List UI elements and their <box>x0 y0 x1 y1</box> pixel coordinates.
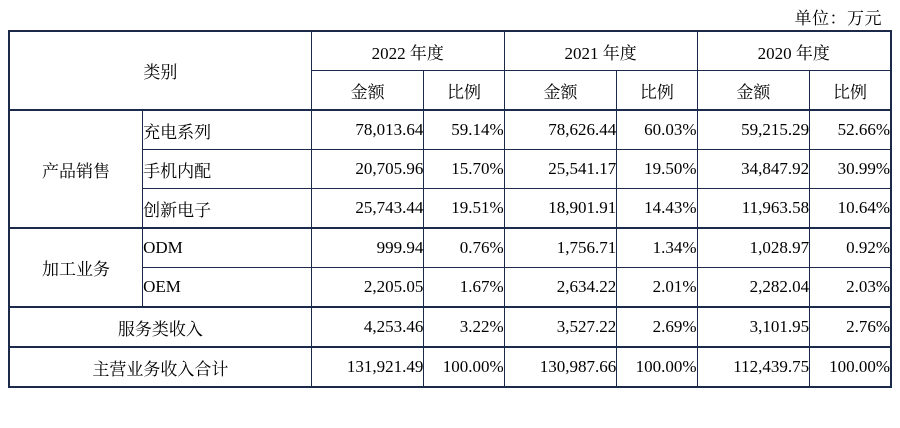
cell-ratio-2021: 19.50% <box>617 150 697 189</box>
header-year-2020: 2020 年度 <box>697 32 890 71</box>
unit-note: 单位：万元 <box>794 9 882 28</box>
row-label-service-revenue: 服务类收入 <box>10 307 311 347</box>
cell-amount-2022: 25,743.44 <box>311 189 424 229</box>
cell-amount-2020: 2,282.04 <box>697 268 810 308</box>
cell-amount-2021: 2,634.22 <box>504 268 617 308</box>
header-amount-2021: 金额 <box>504 71 617 111</box>
cell-amount-2021: 130,987.66 <box>504 347 617 386</box>
cell-amount-2021: 25,541.17 <box>504 150 617 189</box>
row-label-oem: OEM <box>143 268 312 308</box>
cell-amount-2020: 34,847.92 <box>697 150 810 189</box>
row-label-charging-series: 充电系列 <box>143 110 312 150</box>
cell-amount-2021: 3,527.22 <box>504 307 617 347</box>
cell-ratio-2022: 19.51% <box>424 189 504 229</box>
cell-ratio-2020: 30.99% <box>810 150 890 189</box>
cell-amount-2022: 4,253.46 <box>311 307 424 347</box>
cell-amount-2022: 999.94 <box>311 228 424 268</box>
cell-ratio-2022: 1.67% <box>424 268 504 308</box>
header-ratio-2022: 比例 <box>424 71 504 111</box>
row-label-innovative-electronics: 创新电子 <box>143 189 312 229</box>
cell-amount-2020: 3,101.95 <box>697 307 810 347</box>
cell-ratio-2020: 10.64% <box>810 189 890 229</box>
cell-amount-2021: 1,756.71 <box>504 228 617 268</box>
table-header-row-years <box>10 32 890 71</box>
row-label-total-main-business-revenue: 主营业务收入合计 <box>10 347 311 386</box>
header-year-2021: 2021 年度 <box>504 32 697 71</box>
cell-ratio-2021: 60.03% <box>617 110 697 150</box>
table-total-row <box>10 347 890 386</box>
table-row <box>10 189 890 229</box>
table-row <box>10 150 890 189</box>
cell-amount-2022: 20,705.96 <box>311 150 424 189</box>
cell-amount-2020: 11,963.58 <box>697 189 810 229</box>
cell-ratio-2020: 2.76% <box>810 307 890 347</box>
cell-ratio-2022: 0.76% <box>424 228 504 268</box>
cell-ratio-2021: 1.34% <box>617 228 697 268</box>
header-ratio-2020: 比例 <box>810 71 890 111</box>
table-row <box>10 268 890 308</box>
cell-amount-2020: 112,439.75 <box>697 347 810 386</box>
header-ratio-2021: 比例 <box>617 71 697 111</box>
cell-amount-2022: 78,013.64 <box>311 110 424 150</box>
revenue-breakdown-table <box>10 32 890 386</box>
header-year-2022: 2022 年度 <box>311 32 504 71</box>
cell-ratio-2020: 2.03% <box>810 268 890 308</box>
cell-ratio-2022: 3.22% <box>424 307 504 347</box>
cell-amount-2022: 131,921.49 <box>311 347 424 386</box>
cell-ratio-2022: 15.70% <box>424 150 504 189</box>
header-amount-2020: 金额 <box>697 71 810 111</box>
cell-ratio-2022: 59.14% <box>424 110 504 150</box>
header-category-label: 类别 <box>10 32 311 110</box>
group-label-product-sales: 产品销售 <box>10 110 143 228</box>
cell-amount-2022: 2,205.05 <box>311 268 424 308</box>
cell-ratio-2021: 2.01% <box>617 268 697 308</box>
cell-ratio-2020: 100.00% <box>810 347 890 386</box>
row-label-odm: ODM <box>143 228 312 268</box>
table-row <box>10 110 890 150</box>
cell-ratio-2021: 100.00% <box>617 347 697 386</box>
table-row <box>10 307 890 347</box>
row-label-phone-accessories: 手机内配 <box>143 150 312 189</box>
cell-amount-2020: 1,028.97 <box>697 228 810 268</box>
cell-ratio-2020: 52.66% <box>810 110 890 150</box>
cell-amount-2020: 59,215.29 <box>697 110 810 150</box>
header-amount-2022: 金额 <box>311 71 424 111</box>
cell-amount-2021: 18,901.91 <box>504 189 617 229</box>
table-row <box>10 228 890 268</box>
cell-ratio-2021: 2.69% <box>617 307 697 347</box>
cell-ratio-2020: 0.92% <box>810 228 890 268</box>
cell-amount-2021: 78,626.44 <box>504 110 617 150</box>
revenue-breakdown-table-wrapper <box>8 30 892 388</box>
group-label-processing-business: 加工业务 <box>10 228 143 307</box>
cell-ratio-2021: 14.43% <box>617 189 697 229</box>
cell-ratio-2022: 100.00% <box>424 347 504 386</box>
